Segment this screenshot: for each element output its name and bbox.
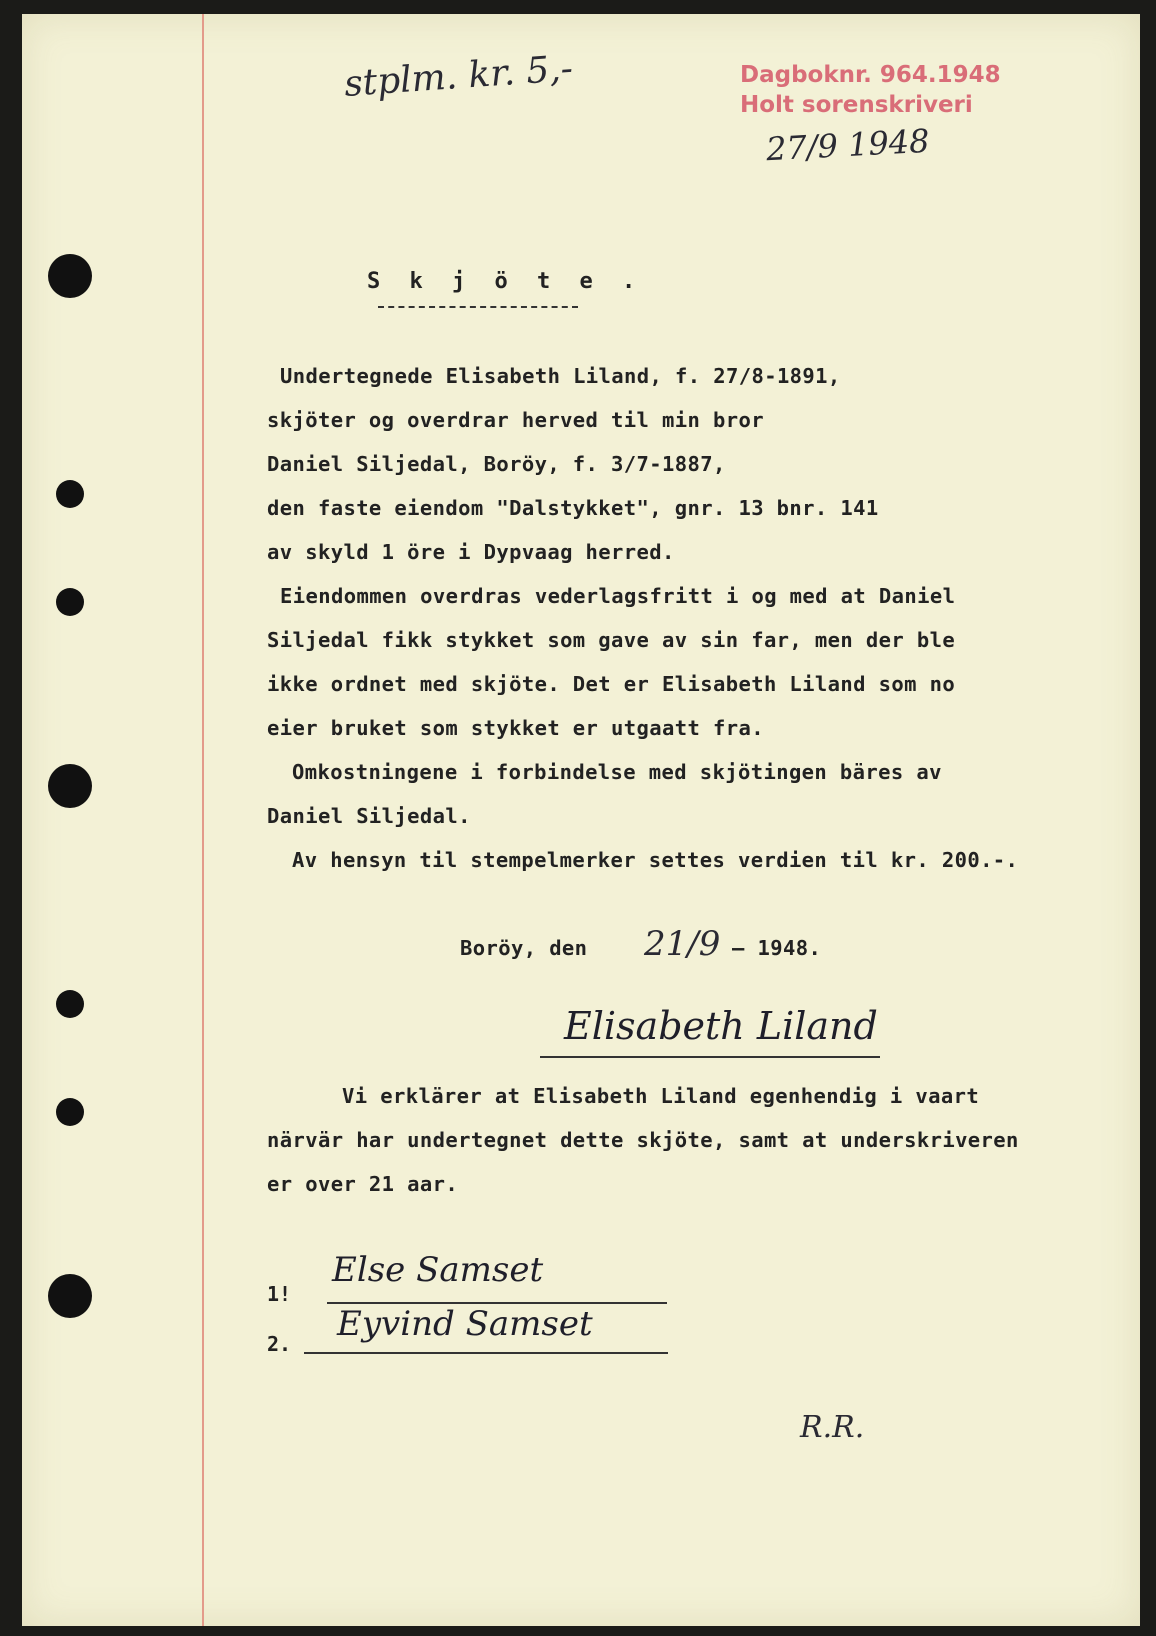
witness-signature: Else Samset	[332, 1250, 544, 1290]
margin-line	[202, 14, 204, 1626]
title-underline	[378, 306, 578, 308]
body-line: ikke ordnet med skjöte. Det er Elisabeth Liland som no	[267, 672, 956, 696]
body-line: Av hensyn til stempelmerker settes verdien til kr. 200.-.	[292, 848, 1019, 872]
body-line: Omkostningene i forbindelse med skjötingen bäres av	[292, 760, 942, 784]
registry-date: 27/9 1948	[765, 121, 931, 169]
initials: R.R.	[800, 1410, 865, 1445]
registry-stamp-number: Dagboknr. 964.1948	[740, 62, 1001, 88]
body-line: Daniel Siljedal, Boröy, f. 3/7-1887,	[267, 452, 726, 476]
punch-hole	[48, 254, 92, 298]
place-date-prefix: Boröy, den	[460, 936, 588, 960]
declaration-line: Vi erklärer at Elisabeth Liland egenhendig i vaart	[342, 1084, 980, 1108]
body-line: Siljedal fikk stykket som gave av sin far, men der ble	[267, 628, 956, 652]
punch-hole	[48, 1274, 92, 1318]
body-line: skjöter og overdrar herved til min bror	[267, 408, 764, 432]
punch-hole	[56, 588, 84, 616]
witness-number: 1!	[267, 1282, 292, 1306]
signature-line	[540, 1056, 880, 1058]
grantor-signature: Elisabeth Liland	[564, 1004, 878, 1048]
witness-line	[304, 1352, 668, 1354]
declaration-line: er over 21 aar.	[267, 1172, 459, 1196]
declaration-line: närvär har undertegnet dette skjöte, samt at underskriveren	[267, 1128, 1019, 1152]
registry-stamp-office: Holt sorenskriveri	[740, 92, 973, 118]
punch-hole	[56, 990, 84, 1018]
body-line: Daniel Siljedal.	[267, 804, 471, 828]
place-date-handwritten: 21/9	[644, 924, 721, 964]
body-line: den faste eiendom "Dalstykket", gnr. 13 bnr. 141	[267, 496, 879, 520]
body-line: eier bruket som stykket er utgaatt fra.	[267, 716, 764, 740]
document-title: S k j ö t e .	[367, 269, 644, 294]
body-line: Undertegnede Elisabeth Liland, f. 27/8-1891,	[280, 364, 841, 388]
body-line: Eiendommen overdras vederlagsfritt i og med at Daniel	[280, 584, 956, 608]
witness-signature: Eyvind Samset	[337, 1304, 593, 1344]
document-page	[22, 14, 1140, 1626]
punch-hole	[56, 1098, 84, 1126]
body-line: av skyld 1 öre i Dypvaag herred.	[267, 540, 675, 564]
punch-hole	[56, 480, 84, 508]
witness-number: 2.	[267, 1332, 292, 1356]
punch-hole	[48, 764, 92, 808]
stamp-fee-note: stplm. kr. 5,-	[342, 48, 575, 105]
place-date-year: – 1948.	[732, 936, 822, 960]
